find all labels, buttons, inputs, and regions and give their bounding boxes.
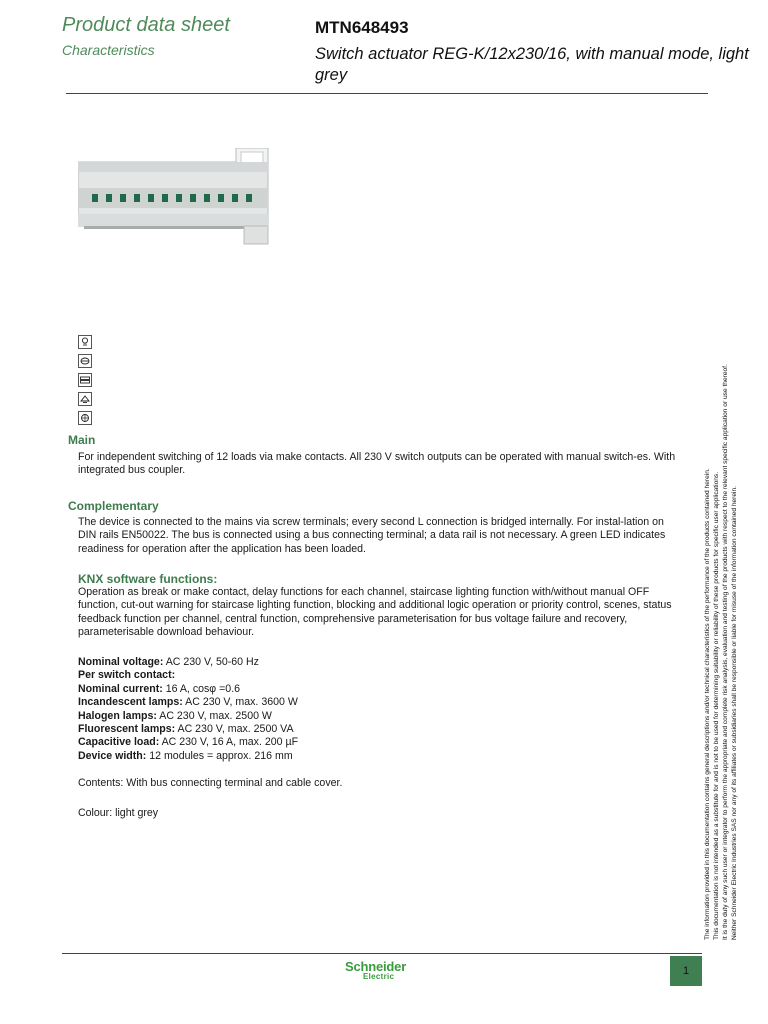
logo-brand: Schneider bbox=[345, 959, 407, 974]
main-text: For independent switching of 12 loads via make contacts. All 230 V switch outputs can be operated with manual switch-es. With integrated bus coupler. bbox=[78, 451, 676, 477]
bottom-divider bbox=[62, 953, 702, 954]
contents-text: Contents: With bus connecting terminal and cable cover. bbox=[78, 777, 343, 789]
spec-row: Per switch contact: bbox=[78, 669, 176, 682]
page-number: 1 bbox=[670, 956, 702, 986]
knx-text: Operation as break or make contact, delay functions for each channel, staircase lighting function with/without manual OFF function, cut-out warning for staircase lighting function, blocking and additional logic operation or priority control, scenes, status feedback function per channel, central function, comprehensive parameterisation for bus voltage failure and recovery, parameterisable download behaviour. bbox=[78, 586, 672, 639]
complementary-heading: Complementary bbox=[68, 499, 159, 513]
spec-row: Nominal voltage: AC 230 V, 50-60 Hz bbox=[78, 656, 259, 668]
spec-list bbox=[78, 656, 298, 763]
top-divider bbox=[66, 93, 708, 94]
spec-row: Fluorescent lamps: AC 230 V, max. 2500 VA bbox=[78, 723, 294, 736]
spec-row: Device width: 12 modules = approx. 216 mm bbox=[78, 749, 293, 762]
spec-row: Capacitive load: AC 230 V, 16 A, max. 200 µF bbox=[78, 736, 299, 749]
product-description: Switch actuator REG-K/12x230/16, with manual mode, light grey bbox=[315, 45, 749, 84]
main-heading: Main bbox=[68, 433, 96, 447]
disclaimer-line: Neither Schneider Electric Industries SAS nor any of its affiliates or subsidiaries shall be responsible or liable for misuse of the information contained herein. bbox=[731, 486, 738, 940]
halogen-icon bbox=[78, 354, 92, 368]
colour-text: Colour: light grey bbox=[78, 807, 159, 819]
bulb-icon bbox=[78, 335, 92, 349]
spec-row: Incandescent lamps: AC 230 V, max. 3600 W bbox=[78, 696, 298, 709]
doc-title: Product data sheet bbox=[62, 14, 230, 36]
product-image bbox=[78, 148, 284, 248]
doc-subtitle: Characteristics bbox=[62, 42, 155, 58]
disclaimer-line: It is the duty of any such user or integrator to perform the appropriate and complete risk analysis, evaluation and testing of the products with respect to the relevant specific application or use thereof. bbox=[722, 364, 729, 940]
disclaimer-line: The information provided in this documentation contains general descriptions and/or technical characteristics of the performance of the products contained herein. bbox=[704, 468, 711, 940]
schneider-logo bbox=[345, 959, 407, 981]
complementary-text: The device is connected to the mains via screw terminals; every second L connection is bridged internally. For instal-lation on DIN rails EN50022. The bus is connected using a bus connecting terminal; a data rail is not necessary. A green LED indicates readiness for operation after the application has been loaded. bbox=[78, 516, 666, 555]
disclaimer-line: This documentation is not intended as a substitute for and is not to be used for determining suitability or reliability of these products for specific user applications. bbox=[713, 471, 720, 940]
capacitive-icon bbox=[78, 392, 92, 406]
spec-row: Nominal current: 16 A, cosφ =0.6 bbox=[78, 682, 241, 695]
spec-row: Halogen lamps: AC 230 V, max. 2500 W bbox=[78, 709, 272, 722]
logo-brand-sub: Electric bbox=[363, 972, 395, 981]
product-code: MTN648493 bbox=[315, 18, 409, 37]
motor-icon bbox=[78, 411, 92, 425]
knx-heading: KNX software functions: bbox=[78, 572, 218, 586]
disclaimer bbox=[703, 302, 745, 940]
fluorescent-icon bbox=[78, 373, 92, 387]
